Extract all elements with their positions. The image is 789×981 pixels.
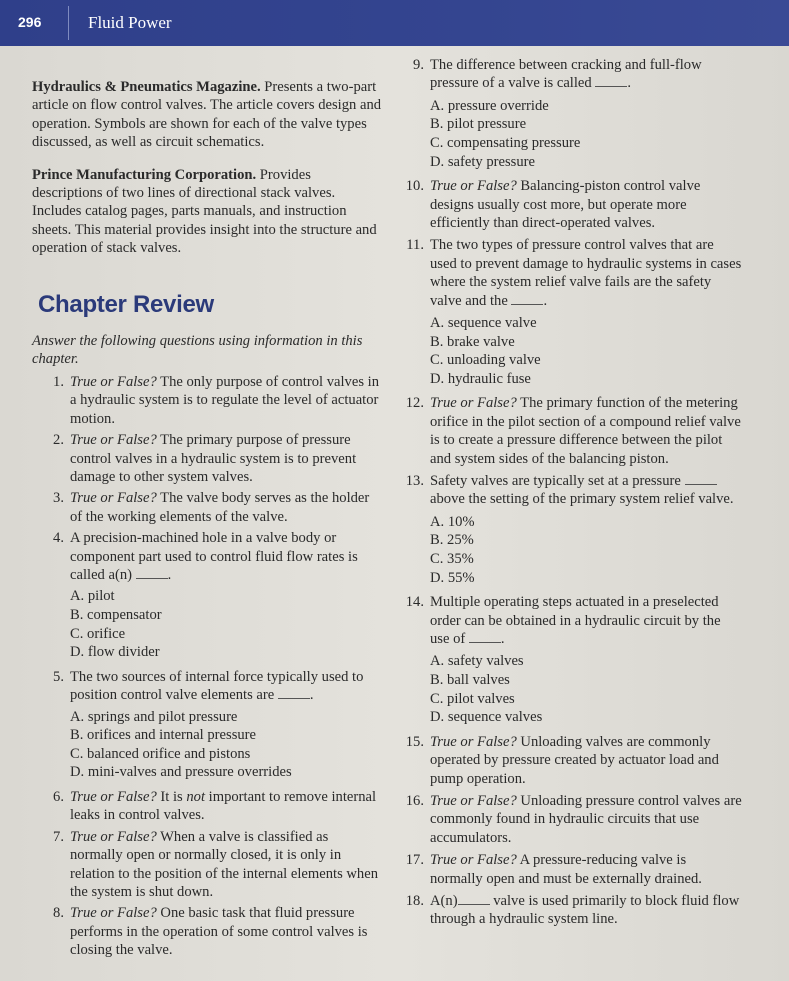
answer-options <box>430 97 742 171</box>
answer-option: A. springs and pilot pressure <box>70 708 238 725</box>
answer-blank <box>278 686 310 699</box>
resource-name: Hydraulics & Pneumatics Magazine. <box>32 79 261 95</box>
answer-option: D. 55% <box>430 569 475 586</box>
question-number: 5. <box>53 668 64 685</box>
answer-blank <box>685 472 717 485</box>
question-text: Safety valves are typically set at a pressure <box>430 473 681 490</box>
question-number: 3. <box>53 490 64 507</box>
question-number: 10. <box>405 178 424 195</box>
question-number: 6. <box>53 788 64 805</box>
true-false-label: True or False? <box>70 828 157 845</box>
question-11 <box>392 236 742 310</box>
question-text-after: valve is used primarily to block fluid flow through a hydraulic system line. <box>430 893 740 928</box>
question-10 <box>392 177 742 232</box>
question-text: It is <box>156 788 187 805</box>
question-1 <box>32 373 382 428</box>
emphasis-word: not <box>186 788 206 805</box>
question-text-after: . <box>500 631 505 648</box>
chapter-review-heading: Chapter Review <box>38 290 214 318</box>
question-text: The difference between cracking and full-flow pressure of a valve is called <box>430 57 702 92</box>
answer-option: A. sequence valve <box>430 315 537 332</box>
question-text-after: . <box>543 292 548 309</box>
question-12 <box>392 394 742 468</box>
question-text-after: . <box>309 687 314 704</box>
answer-options <box>430 513 742 587</box>
page-number: 296 <box>18 14 42 30</box>
answer-option: B. pilot pressure <box>430 116 527 133</box>
question-2 <box>32 431 382 486</box>
question-6 <box>32 788 382 825</box>
question-15 <box>392 733 742 788</box>
header-divider <box>68 6 69 40</box>
question-13 <box>392 472 742 509</box>
answer-blank <box>136 566 168 579</box>
question-text: Unloading valves are commonly operated by pressure created by actuator load and pump operation. <box>430 733 719 787</box>
question-text: The only purpose of control valves in a hydraulic system is to regulate the level of actuator motion. <box>70 373 380 427</box>
question-number: 13. <box>405 473 424 490</box>
answer-option: B. 25% <box>430 532 474 549</box>
question-text-after: above the setting of the primary system relief valve. <box>430 491 734 508</box>
question-text: A precision-machined hole in a valve body or component part used to control fluid flow rates is called a(n) <box>70 530 358 583</box>
question-text: A pressure-reducing valve is normally open and must be externally drained. <box>430 852 702 887</box>
answer-options <box>70 708 382 782</box>
question-14 <box>392 593 742 648</box>
question-8 <box>32 904 382 959</box>
answer-option: C. orifice <box>70 625 126 642</box>
question-text: When a valve is classified as normally open or normally closed, it is only in relation to the position of the internal elements when the system is shut down. <box>70 828 379 900</box>
answer-option: A. 10% <box>430 513 475 530</box>
true-false-label: True or False? <box>70 905 157 922</box>
question-5 <box>32 668 382 705</box>
question-text: One basic task that fluid pressure performs in the operation of some control valves is closing the valve. <box>70 905 368 959</box>
question-9 <box>392 56 742 93</box>
answer-options <box>430 652 742 726</box>
resource-entry <box>32 78 382 152</box>
answer-option: B. brake valve <box>430 333 515 350</box>
question-17 <box>392 851 742 888</box>
answer-blank <box>469 630 501 643</box>
question-text: The two sources of internal force typically used to position control valve elements are <box>70 668 364 704</box>
right-column <box>392 56 742 933</box>
question-text: Multiple operating steps actuated in a preselected order can be obtained in a hydraulic circuit by the use of <box>430 594 721 648</box>
answer-option: D. hydraulic fuse <box>430 370 531 387</box>
answer-option: D. safety pressure <box>430 153 535 170</box>
question-number: 12. <box>405 395 424 412</box>
question-number: 4. <box>53 530 64 547</box>
review-instructions: Answer the following questions using information in this chapter. <box>32 333 363 368</box>
answer-option: A. pressure override <box>430 97 549 114</box>
question-number: 16. <box>405 793 424 810</box>
question-4 <box>32 529 382 584</box>
answer-option: D. mini-valves and pressure overrides <box>70 764 292 781</box>
answer-option: B. ball valves <box>430 672 510 689</box>
page-header <box>0 0 789 46</box>
resource-entry <box>32 166 382 258</box>
question-number: 7. <box>53 828 64 845</box>
answer-option: B. compensator <box>70 606 162 623</box>
chapter-title: Fluid Power <box>88 13 172 32</box>
question-text: Balancing-piston control valve designs usually cost more, but operate more efficiently than direct-operated valves. <box>430 178 701 231</box>
question-text: The two types of pressure control valves that are used to prevent damage to hydraulic systems in cases where the system relief valve fails are the safety valve and the <box>430 237 742 309</box>
question-7 <box>32 828 382 902</box>
true-false-label: True or False? <box>70 432 157 449</box>
question-text: A(n) <box>430 893 458 910</box>
resource-text: Provides descriptions of two lines of directional stack valves. Includes catalog pages, parts manuals, and instruction sheets. This material provides insight into the structure and operation of stack valves. <box>32 166 377 257</box>
question-text: The valve body serves as the holder of the working elements of the valve. <box>70 490 370 525</box>
true-false-label: True or False? <box>70 373 157 390</box>
answer-option: D. sequence valves <box>430 709 543 726</box>
answer-option: C. 35% <box>430 551 474 568</box>
true-false-label: True or False? <box>430 178 517 195</box>
question-number: 15. <box>405 733 424 750</box>
answer-blank <box>595 74 627 87</box>
question-16 <box>392 792 742 847</box>
question-number: 11. <box>406 237 424 254</box>
left-column <box>32 78 382 963</box>
answer-option: C. balanced orifice and pistons <box>70 745 251 762</box>
question-number: 14. <box>405 594 424 611</box>
answer-option: B. orifices and internal pressure <box>70 727 257 744</box>
answer-option: A. pilot <box>70 588 115 605</box>
answer-option: C. pilot valves <box>430 690 515 707</box>
question-number: 2. <box>53 432 64 449</box>
true-false-label: True or False? <box>70 490 157 507</box>
question-text: important to remove internal leaks in control valves. <box>70 788 377 824</box>
true-false-label: True or False? <box>430 395 517 412</box>
question-number: 8. <box>53 905 64 922</box>
question-text: The primary purpose of pressure control valves in a hydraulic system is to prevent damage to other system valves. <box>70 432 357 485</box>
true-false-label: True or False? <box>430 793 517 810</box>
question-text-after: . <box>627 75 631 92</box>
answer-option: A. safety valves <box>430 653 524 670</box>
resource-text: Presents a two-part article on flow control valves. The article covers design and operation. Symbols are shown for each of the valve types discussed, as well as circuit schematics. <box>32 79 382 151</box>
question-number: 1. <box>53 373 64 390</box>
resource-name: Prince Manufacturing Corporation. <box>32 166 257 183</box>
true-false-label: True or False? <box>70 788 157 805</box>
question-text: Unloading pressure control valves are commonly found in hydraulic circuits that use accumulators. <box>430 793 742 846</box>
question-number: 18. <box>405 893 424 910</box>
true-false-label: True or False? <box>430 733 517 750</box>
answer-option: D. flow divider <box>70 644 160 661</box>
answer-options <box>70 587 382 661</box>
question-text: The primary function of the metering orifice in the pilot section of a compound relief valve is to create a pressure difference between the pilot and system sides of the balancing piston. <box>430 395 741 467</box>
question-number: 17. <box>405 852 424 869</box>
question-3 <box>32 489 382 526</box>
answer-blank <box>458 892 490 905</box>
question-18 <box>392 892 742 929</box>
answer-option: C. compensating pressure <box>430 135 581 151</box>
answer-options <box>430 314 742 388</box>
answer-option: C. unloading valve <box>430 352 541 369</box>
question-number: 9. <box>413 57 424 73</box>
answer-blank <box>511 292 543 305</box>
question-text-after: . <box>167 566 172 583</box>
true-false-label: True or False? <box>430 852 517 869</box>
